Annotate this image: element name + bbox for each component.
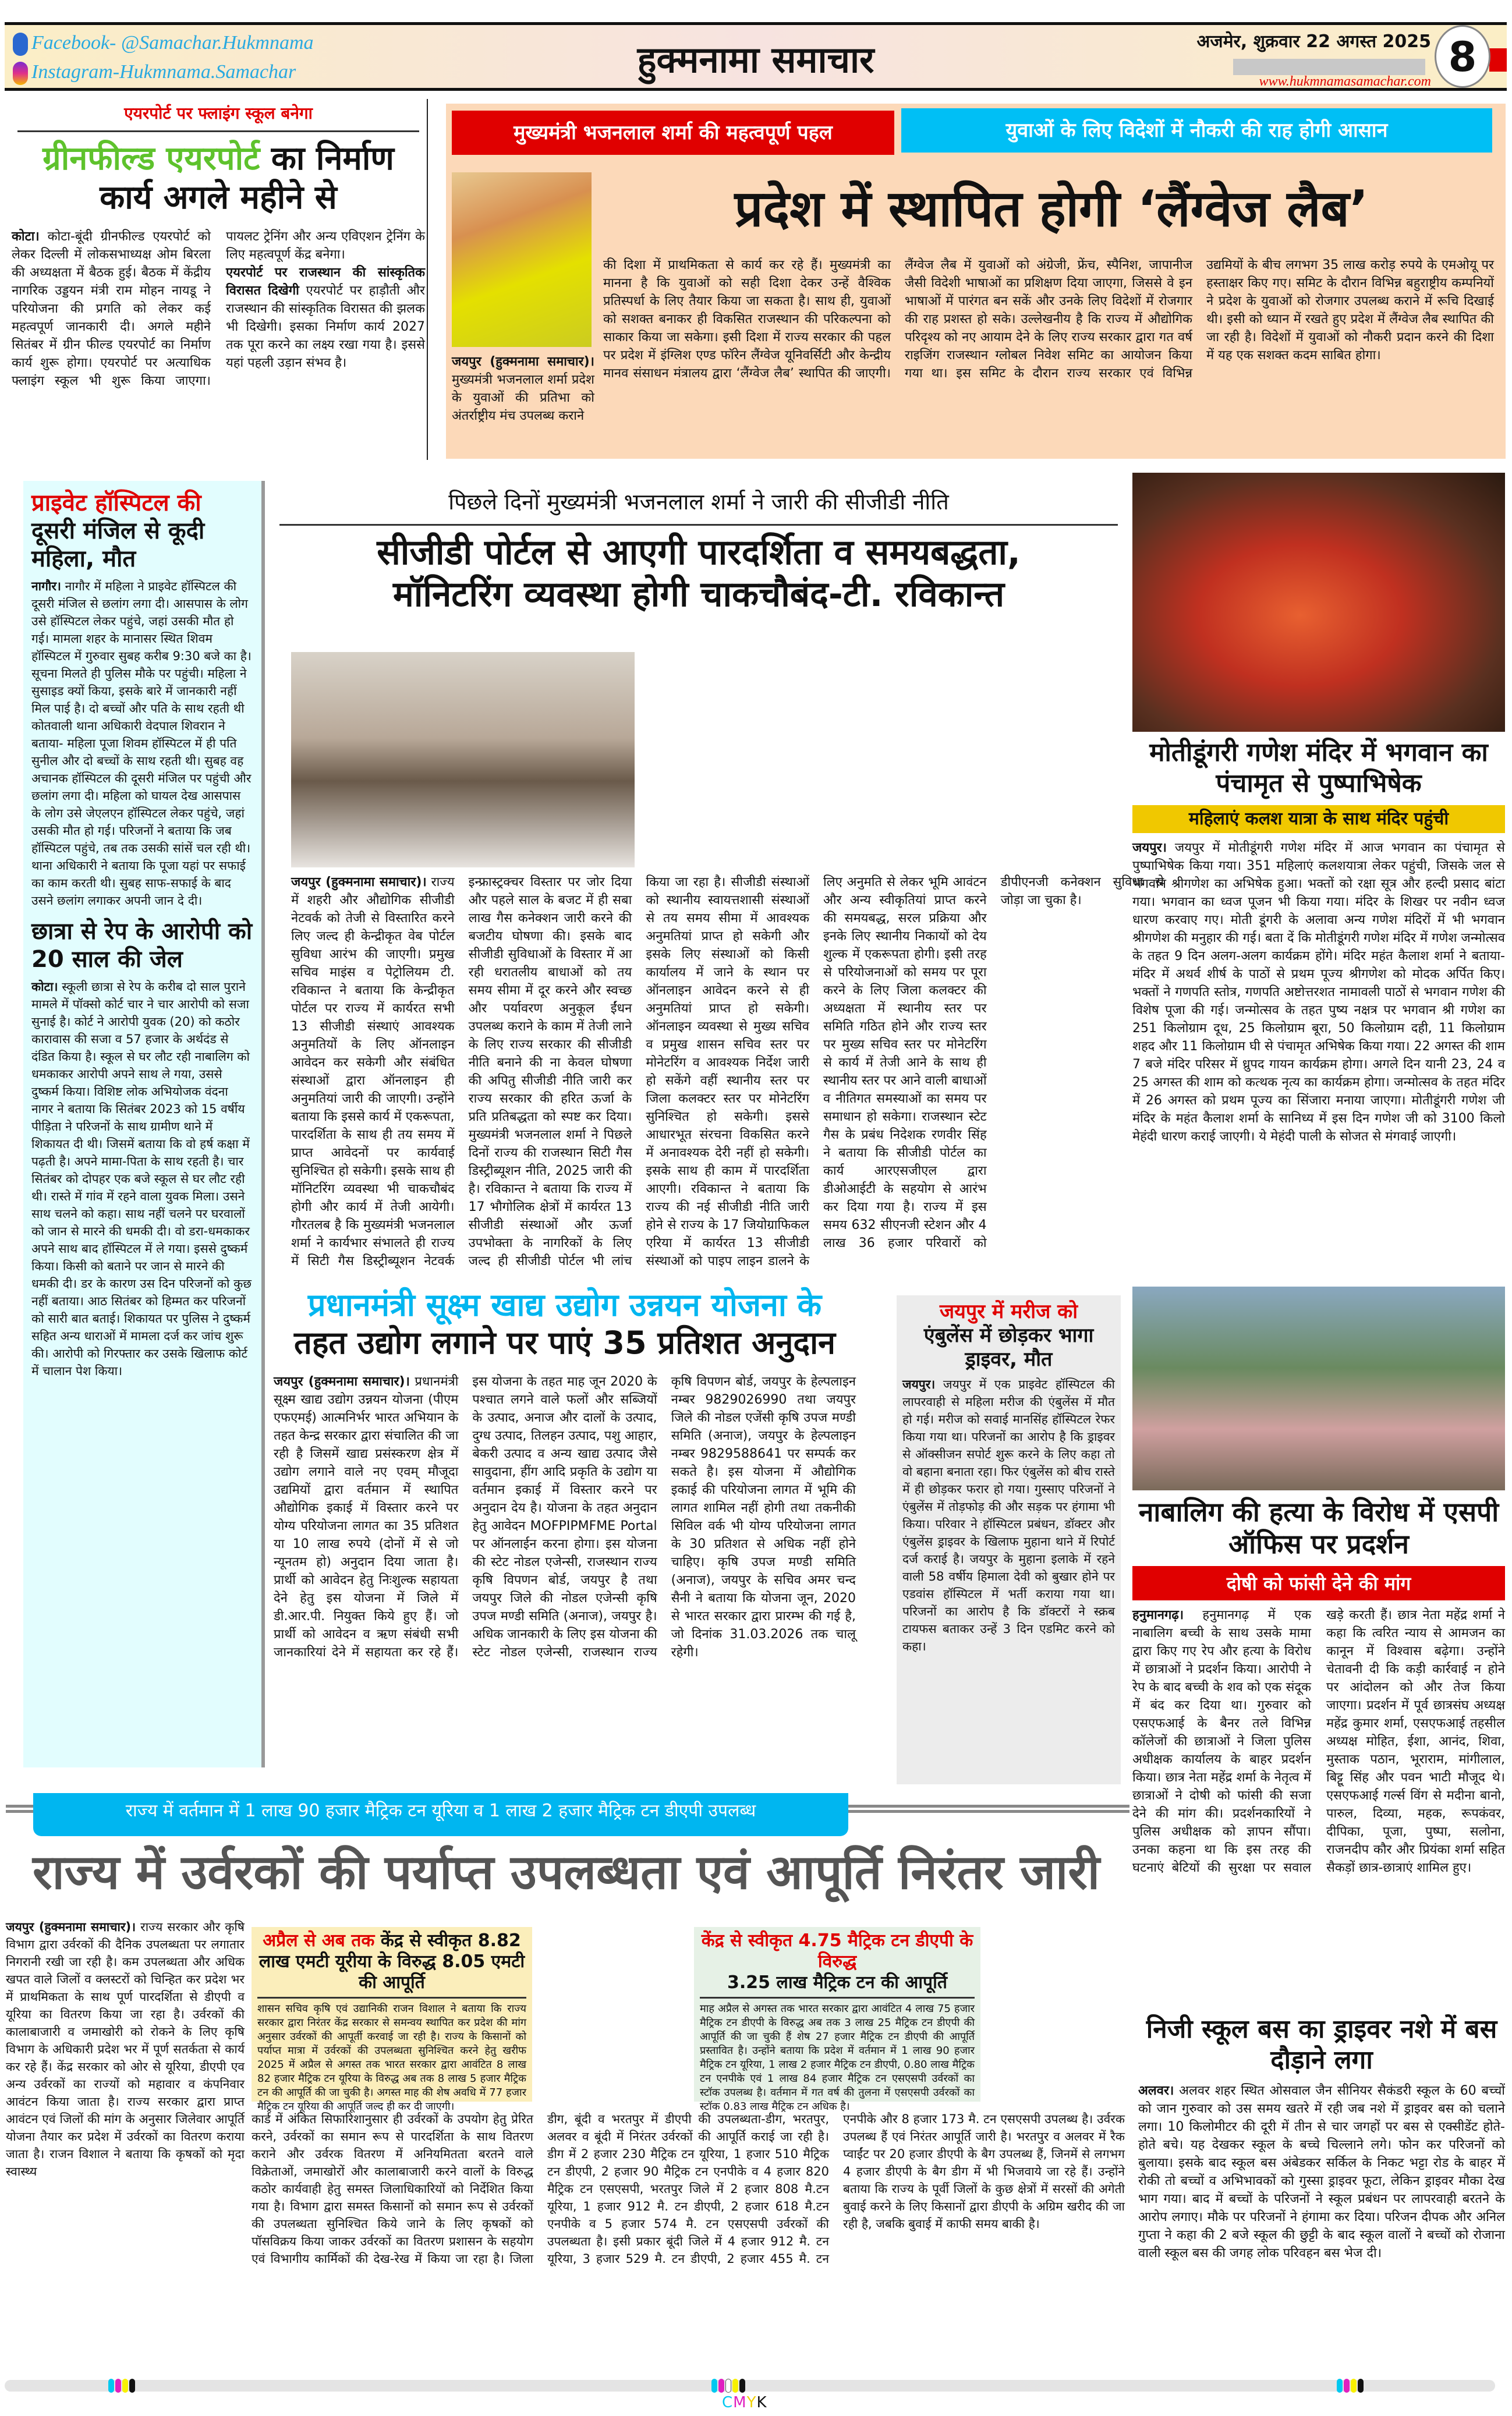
urea-box-body: शासन सचिव कृषि एवं उद्यानिकी राजन विशाल ने बताया कि राज्य सरकार द्वारा निरंतर केंद्र सरकार से समन्वय स्थापित कर प्रदेश की मांग अनुसार उर्वरकों की आपूर्ती करवाई जा रही है। राज्य के किसानों को पर्याप्त मात्रा में उर्वरकों की उपलब्धता सुनिश्चित करने हेतु खरीफ 2025 में अप्रैल से अगस्त तक भारत सरकार द्वारा आवंटित 8 लाख 82 हजार मैट्रिक टन यूरिया के विरुद्ध अब तक 8 लाख 5 हजार मैट्रिक टन की आपूर्ति की जा चुकी है। अगस्त माह की शेष अवधि में 77 हजार मैट्रिक टन यूरिया की आपूर्ति जल्द ही कर दी जाएगी। — [257, 2003, 526, 2113]
protest-headline: नाबालिग की हत्या के विरोध में एसपी ऑफिस पर प्रदर्शन — [1138, 1496, 1499, 1560]
language-lab-story — [446, 104, 1506, 459]
black-dot — [739, 2379, 745, 2393]
hospital-body: नागौर। नागौर में महिला ने प्राइवेट हॉस्पिटल की दूसरी मंजिल से छलांग लगा दी। आसपास के लोग उसे हॉस्पिटल लेकर पहुंचे, जहां उसकी मौत हो गई। मामला शहर के मानासर स्थित शिवम हॉस्पिटल में गुरुवार सुबह करीब 9:30 बजे का है। सूचना मिलते ही पुलिस मौके पर पहुंची। महिला ने सुसाइड क्यों किया, इसके बारे में जानकारी नहीं मिल पाई है। दो बच्चों और पति के साथ रहती थी कोतवाली थाना अधिकारी वेदपाल शिवरान ने बताया- महिला पूजा शिवम हॉस्पिटल में ही पति सुनील और दो बच्चों के साथ रहती थी। सुबह वह अचानक हॉस्पिटल की दूसरी मंजिल पर पहुंची और छलांग लगा दी। महिला को घायल देख आसपास के लोग उसे जेएलएन हॉस्पिटल लेकर पहुंचे, जहां उसकी मौत हो गई। परिजनों ने बताया कि जब हॉस्पिटल पहुंचे, तब तक उसकी सांसें चल रही थी। थाना अधिकारी ने बताया कि पूजा यहां पर सफाई का काम करती थी। सुबह साफ-सफाई के बाद उसने छलांग लगाकर अपनी जान दे दी। — [31, 579, 252, 908]
yellow-dot — [1351, 2379, 1357, 2393]
ambulance-body: जयपुर। जयपुर में एक प्राइवेट हॉस्पिटल की लापरवाही से महिला मरीज की एंबुलेंस में मौत हो गई। मरीज को सवाई मानसिंह हॉस्पिटल रेफर किया गया था। परिजनों का आरोप है कि ड्राइवर से ऑक्सीजन सपोर्ट शुरू करने के लिए कहा तो वो बहाना बनाता रहा। फिर एंबुलेंस को बीच रास्ते में ही छोड़कर फरार हो गया। गुस्साए परिजनों ने एंबुलेंस में तोड़फोड़ की और सड़क पर हंगामा भी किया। परिवार ने हॉस्पिटल प्रबंधन, डॉक्टर और एंबुलेंस ड्राइवर के खिलाफ मुहाना थाने में रिपोर्ट दर्ज कराई है। जयपुर के मुहाना इलाके में रहने वाली 58 वर्षीय हिमाला देवी को बुखार होने पर एडवांस हॉस्पिटल में भर्ती कराया गया था। परिजनों का आरोप है कि डॉक्टरों ने स्क्रब टायफस बताकर उन्हें 3 दिन एडमिट करने को कहा। — [902, 1377, 1115, 1654]
left-news-column — [23, 481, 265, 1767]
ganesh-subhead: महिलाएं कलश यात्रा के साथ मंदिर पहुंची — [1132, 805, 1505, 833]
airport-headline-black: का निर्माण — [271, 139, 394, 178]
protest-story — [1132, 1287, 1505, 2003]
cm-initiative-tag: मुख्यमंत्री भजनलाल शर्मा की महत्वपूर्ण पहल — [452, 111, 894, 155]
dap-box-body: माह अप्रैल से अगस्त तक भारत सरकार द्वारा आवंटित 4 लाख 75 हजार मैट्रिक टन डीएपी के विरुद्ध अब तक 3 लाख 25 मैट्रिक टन डीएपी की आपूर्ति की जा चुकी हैं शेष 27 हजार मैट्रिक टन डीएपी की आपूर्ति प्रस्तावित है। उन्होंने बताया कि प्रदेश में वर्तमान में 1 लाख 90 हजार मैट्रिक टन यूरिया, 1 लाख 2 हजार मैट्रिक टन डीएपी, 0.80 लाख मैट्रिक टन एनपीके एवं 1 लाख 84 हजार मैट्रिक टन एसएसपी उर्वरकों का स्टॉक उपलब्ध है। वर्तमान में गत वर्ष की तुलना में एसएसपी उर्वरकों का स्टॉक 0.83 लाख मैट्रिक टन अधिक है। — [700, 2003, 975, 2113]
pmfme-body: जयपुर (हुक्मनामा समाचार)। प्रधानमंत्री सूक्ष्म खाद्य उद्योग उन्नयन योजना (पीएम एफएमई) आत्मनिर्भर भारत अभियान के तहत केन्द्र सरकार द्वारा संचालित की जा रही है जिसमें खाद्य प्रसंस्करण क्षेत्र में उद्योग लगाने वाले नए एवम् मौजूदा उद्यमियों द्वारा वर्तमान में स्थापित औद्योगिक इकाई में विस्तार करने पर योग्य परियोजना लागत का 35 प्रतिशत या 10 लाख रुपये (दोनों में से जो न्यूनतम हो) अनुदान दिया जाता है। प्रार्थी को आवेदन हेतु निःशुल्क सहायता देने हेतु इस योजना में जिले में डी.आर.पी. नियुक्त किये हुए हैं। जो प्रार्थी को आवेदन व ऋण संबंधी सभी जानकारियां देने में सहायता कर रहे हैं। इस योजना के तहत माह जून 2020 के पश्चात लगने वाले फलों और सब्जियों के उत्पाद, अनाज और दालों के उत्पाद, दुग्ध उत्पाद, तिलहन उत्पाद, पशु आहार, बेकरी उत्पाद व अन्य खाद्य उत्पाद जैसे सावुदाना, हींग आदि प्रकृति के उद्योग या वर्तमान इकाई में विस्तार करने पर अनुदान देय है। योजना के तहत अनुदान हेतु आवेदन MOFPIPMFME Portal पर ऑनलाईन करना होगा। इस योजना की स्टेट नोडल एजेन्सी, राजस्थान राज्य कृषि विपणन बोर्ड, जयपुर है तथा जयपुर जिले की नोडल एजेन्सी कृषि उपज मण्डी समिति (अनाज), जयपुर है। अधिक जानकारी के लिए इस योजना की स्टेट नोडल एजेन्सी, राजस्थान राज्य कृषि विपणन बोर्ड, जयपुर के हेल्पलाइन नम्बर 9829026990 तथा जयपुर जिले की नोडल एजेंसी कृषि उपज मण्डी समिति (अनाज), जयपुर के हेल्पलाइन नम्बर 9829588641 पर सम्पर्क कर सकते है। इस योजना में औद्योगिक इकाई की परियोजना लागत में भूमि की लागत शामिल नहीं होगी तथा तकनीकी सिविल वर्क भी योग्य परियोजना लागत के 30 प्रतिशत से अधिक नहीं होने चाहिए। कृषि उपज मण्डी समिति (अनाज), जयपुर के सचिव अमर चन्द सैनी ने बताया कि योजना जून, 2020 से भारत सरकार द्वारा प्रारम्भ की गई है, जो दिनांक 31.03.2026 तक चालू रहेगी। — [274, 1374, 856, 1660]
urea-box: अप्रैल से अब तक केंद्र से स्वीकृत 8.82 लाख एमटी यूरीया के विरुद्ध 8.05 एमटी की आपूर्ति शासन सचिव कृषि एवं उद्यानिकी राजन विशाल ने बताया कि राज्य सरकार द्वारा निरंतर केंद्र सरकार से समन्वय स्थापित कर प्रदेश की मांग अनुसार उर्वरकों की आपूर्ती करवाई जा रही है। राज्य के किसानों को पर्याप्त मात्रा में उर्वरकों की उपलब्धता सुनिश्चित करने हेतु खरीफ 2025 में अप्रैल से अगस्त तक भारत सरकार द्वारा आवंटित 8 लाख 82 हजार मैट्रिक टन यूरिया के विरुद्ध अब तक 8 लाख 5 हजार मैट्रिक टन की आपूर्ति की जा चुकी है। अगस्त माह की शेष अवधि में 77 हजार मैट्रिक टन यूरिया की आपूर्ति जल्द ही कर दी जाएगी। — [252, 1927, 532, 2102]
hospital-headline-red: प्राइवेट हॉस्पिटल की — [31, 490, 201, 516]
cyan-dot — [108, 2379, 114, 2393]
fertilizer-banner: राज्य में वर्तमान में 1 लाख 90 हजार मैट्रिक टन यूरिया व 1 लाख 2 हजार मैट्रिक टन डीएपी उपलब्ध — [33, 1793, 848, 1836]
yellow-dot — [732, 2379, 738, 2393]
school-bus-body: अलवर। अलवर शहर स्थित ओसवाल जैन सीनियर सैकंडरी स्कूल के 60 बच्चों को जान गुरुवार को उस समय खतरे में रही जब नशे में ड्राइवर बस को चलाने लगा। 10 किलोमीटर की दूरी में तीन से चार जगहों पर बस से एक्सीडेंट होते-होते बचे। यह देखकर स्कूल के बच्चे चिल्लाने लगे। फोन कर परिजनों को बुलाया। इसके बाद स्कूल बस अंबेडकर सर्किल के निकट भट्टा रोड के बाहर में रोकी तो बच्चों व अभिभावकों को गुस्सा ड्राइवर फूटा, लेकिन ड्राइवर मौका देख भाग गया। बाद में बच्चों के परिजनों ने स्कूल प्रबंधन पर लापरवाही बरतने के आरोप लगाए। मौके पर परिजनों ने हंगामा कर दिया। परिजन दीपक और अनिल गुप्ता ने कहा की 2 बजे स्कूल की छुट्टी के बाद स्कूल वालों ने बच्चों को रोजाना वाली स्कूल बस की जगह लोक परिवहन बस भेज दी। — [1138, 2083, 1505, 2261]
cyan-dot — [1337, 2379, 1343, 2393]
ganesh-headline: मोतीडूंगरी गणेश मंदिर में भगवान का पंचामृत से पुष्पाभिषेक — [1149, 738, 1488, 798]
airport-headline-line2: कार्य अगले महीने से — [100, 178, 337, 217]
youth-jobs-tag: युवाओं के लिए विदेशों में नौकरी की राह होगी आसान — [901, 108, 1492, 153]
protest-march-photo — [1132, 1287, 1505, 1490]
cm-portrait-photo — [452, 172, 592, 347]
fertilizer-headline: राज्य में उर्वरकों की पर्याप्त उपलब्धता एवं आपूर्ति निरंतर जारी — [32, 1845, 1100, 1900]
meeting-photo — [291, 652, 635, 867]
cgd-kicker: पिछले दिनों मुख्यमंत्री भजनलाल शर्मा ने जारी की सीजीडी नीति — [448, 489, 949, 515]
newspaper-title: हुक्मनामा समाचार — [637, 38, 874, 81]
airport-story — [12, 99, 425, 460]
airport-dateline: कोटा। — [12, 229, 40, 244]
cmyk-dots-left — [108, 2379, 135, 2393]
rape-case-body: कोटा। स्कूली छात्रा से रेप के करीब दो साल पुराने मामले में पॉक्सो कोर्ट चार ने चार आरोपी को सजा सुनाई है। कोर्ट ने आरोपी युवक (20) को कठोर कारावास की सजा व 57 हजार के अर्थदंड से दंडित किया है। स्कूल से घर लौट रही नाबालिग को धमकाकर आरोपी अपने साथ ले गया, उससे दुष्कर्म किया। विशिष्ट लोक अभियोजक वंदना नागर ने बताया कि सितंबर 2023 को 15 वर्षीय पीड़िता ने परिजनों के साथ ग्रामीण थाने में शिकायत दी थी। जिसमें बताया कि वो हर्ष कक्षा में पढ़ती है। अपने मामा-पिता के साथ रहती है। चार सितंबर को दोपहर एक बजे स्कूल से घर लौट रही थी। रास्ते में गांव में रहने वाला युवक मिला। उसने साथ चलने को कहा। साथ नहीं चलने पर घरवालों को जान से मारने की धमकी दी। वो डरा-धमकाकर अपने साथ बाद हॉस्पिटल में ले गया। इससे दुष्कर्म किया। किसी को बताने पर जान से मारने की धमकी दी। डर के कारण उस दिन परिजनों को कुछ नहीं बताया। आठ सितंबर को हिम्मत कर परिजनों को सारी बात बताई। शिकायत पर पुलिस ने दुष्कर्म सहित अन्य धाराओं में मामला दर्ज कर जांच शुरू की। आरोपी को गिरफ्तार कर उसके खिलाफ कोर्ट में चालान पेश किया। — [31, 980, 252, 1378]
cgd-headline-line1: सीजीडी पोर्टल से आएगी पारदर्शिता व समयबद्धता, — [377, 532, 1021, 573]
airport-kicker: एयरपोर्ट पर फ्लाइंग स्कूल बनेगा — [124, 104, 313, 123]
rape-case-headline: छात्रा से रेप के आरोपी को 20 साल की जेल — [31, 918, 253, 973]
ganesh-story — [1132, 473, 1505, 1276]
airport-headline-green: ग्रीनफील्ड एयरपोर्ट — [43, 139, 260, 178]
cmyk-dots-right — [1337, 2379, 1364, 2393]
instagram-handle[interactable]: Instagram-Hukmnama.Samachar — [31, 61, 296, 83]
cgd-body-left: जयपुर (हुक्मनामा समाचार)। राज्य में शहरी और औद्योगिक सीजीडी नेटवर्क को तेजी से विस्तारित करने लिए जल्द ही केन्द्रीकृत वेब पोर्टल सुविधा आरंभ की जाएगी। प्रमुख सचिव माइंस व पेट्रोलियम टी. रविकान्त ने बताया कि केन्द्रीकृत पोर्टल पर राज्य में कार्यरत सभी 13 सीजीडी संस्थाएं आवश्यक अनुमतियों के लिए ऑनलाइन आवेदन कर सकेगी और संबंधित संस्थाओं द्वारा ऑनलाइन ही अनुमतियां जारी की जाएगी। उन्होंने बताया कि इससे कार्य में एकरूपता, पारदर्शिता के साथ ही तय समय में प्राप्त आवेदनों पर कार्यवाई सुनिश्चित हो सकेगी। इसके साथ ही मॉनिटरिंग व्यवस्था भी चाकचौबंद होगी और कार्य में तेजी आयेगी। गौरतलब है कि मुख्यमंत्री भजनलाल शर्मा ने कार्यभार संभालते ही राज्य में सिटी गैस डिस्ट्रीब्यूशन नेटवर्क इन्फ्रास्ट्रक्चर विस्तार पर जोर दिया और पहले साल के बजट में ही सबा लाख गैस कनेक्शन जारी करने की बजटीय घोषणा की। इसके बाद सीजीडी सुविधाओं के विस्तार में आ रही धरातलीय बाधाओं को तय समय सीमा में दूर करने और स्वच्छ और पर्यावरण अनुकूल ईंधन उपलब्ध कराने के काम में तेजी लाने के लिए राज्य सरकार की सीजीडी नीति बनाने की ना केवल घोषणा की अपितु सीजीडी नीति जारी कर राज्य सरकार की हरित ऊर्जा के प्रति प्रतिबद्धता को स्पष्ट कर दिया। मुख्यमंत्री भजनलाल शर्मा ने पिछले दिनों राज्य की राजस्थान सिटी गैस डिस्ट्रीब्यूशन नीति, 2025 जारी की है। रविकान्त ने बताया कि राज्य में 17 भौगोलिक क्षेत्रों में कार्यरत 13 सीजीडी संस्थाओं और ऊर्जा उपभोक्ता के नागरिकों के लिए जल्द ही सीजीडी पोर्टल भी लांच किया जा रहा है। सीजीडी संस्थाओं को स्थानीय स्वायत्तशासी संस्थाओं से तय समय सीमा में आवश्यक अनुमतियां प्राप्त हो सकेगी और इसके लिए संस्थाओं को किसी कार्यालय में जाने के स्थान पर ऑनलाइन आवेदन करने से ही अनुमतियां प्राप्त हो सकेगी। ऑनलाइन व्यवस्था से मुख्य सचिव व प्रमुख शासन सचिव स्तर पर मोनेटरिंग व आवश्यक निर्देश जारी हो सकेंगे वहीं स्थानीय स्तर पर जिला कलक्टर स्तर पर मोनेटरिंग सुनिश्चित हो सकेगी। इससे आधारभूत संरचना विकसित करने में अनावश्यक देरी नहीं हो सकेगी। इसके साथ ही काम में पारदर्शिता आएगी। रविकान्त ने बताया कि राज्य की नई सीजीडी नीति जारी होने से राज्य के 17 जियोग्राफिकल एरिया में कार्यरत 13 सीजीडी संस्थाओं को पाइप लाइन डालने के लिए अनुमति से लेकर भूमि आवंटन और अन्य स्वीकृतियां प्राप्त करने की समयबद्ध, सरल प्रक्रिया और इनके लिए स्थानीय निकायों को देय शुल्क में एकरूपता होगी। इसी तरह से परियोजनाओं को समय पर पूरा करने के लिए जिला कलक्टर की अध्यक्षता में स्थानीय स्तर पर समिति गठित होने और राज्य स्तर पर मुख्य सचिव स्तर पर मोनेटरिंग से कार्य में तेजी आने के साथ ही स्थानीय स्तर पर आने वाली बाधाओं व नीतिगत समस्याओं का समय पर समाधान हो सकेगा। राजस्थान स्टेट गैस के प्रबंध निदेशक रणवीर सिंह ने बताया कि सीजीडी पोर्टल का कार्य आरएसजीएल द्वारा डीओआईटी के सहयोग से आरंभ कर दिया गया है। राज्य में इस समय 632 सीएनजी स्टेशन और 4 लाख 36 हजार परिवारों को डीपीएनजी कनेक्शन सुविधा से जोड़ा जा चुका है। — [291, 875, 1164, 1269]
page-number: 8 — [1435, 25, 1490, 88]
black-dot — [1358, 2379, 1364, 2393]
language-lab-lead: जयपुर (हुक्मनामा समाचार)। मुख्यमंत्री भजनलाल शर्मा प्रदेश के युवाओं की प्रतिभा को अंतर्राष्ट्रीय मंच उपलब्ध कराने — [452, 355, 594, 423]
column-divider — [427, 99, 428, 460]
school-bus-story — [1138, 2014, 1505, 2352]
fertilizer-body-continued: कार्ड में अंकित सिफारिशानुसार ही उर्वरकों के उपयोग हेतु प्रेरित करने, उर्वरकों का समान रूप से पारदर्शिता के साथ वितरण कराने और उर्वरक वितरण में अनियमितता बरतने वाले विक्रेताओं, जमाखोरों और कालाबाजारी करने वालों के विरुद्ध कठोर कार्यवाही हेतु समस्त जिलाधिकारियों को निर्देशित किया गया है। विभाग द्वारा समस्त किसानों को समान रूप से उर्वरकों की उपलब्धता सुनिश्चित किये जाने के लिए कृषकों को पॉसविक्रय किया जाकर उर्वरकों का वितरण प्रशासन के सहयोग एवं विभागीय कार्मिकों की देख-रेख में किया जा रहा है। जिला डीग, बूंदी व भरतपुर में डीएपी की उपलब्धता-डीग, भरतपुर, अलवर व बूंदी में निरंतर उर्वरकों की आपूर्ति कराई जा रही है। डीग में 2 हजार 230 मैट्रिक टन यूरिया, 1 हजार 510 मैट्रिक टन डीएपी, 2 हजार 90 मैट्रिक टन एनपीके व 4 हजार 820 मैट्रिक टन एसएसपी, भरतपुर जिले में 2 हजार 808 मै.टन यूरिया, 1 हजार 912 मै. टन डीएपी, 2 हजार 618 मै.टन एनपीके व 5 हजार 574 मै. टन एसएसपी उर्वरकों की उपलब्धता है। इसी प्रकार बूंदी जिले में 4 हजार 912 मै. टन यूरिया, 3 हजार 529 मै. टन डीएपी, 2 हजार 455 मै. टन एनपीके और 8 हजार 173 मै. टन एसएसपी उपलब्ध है। उर्वरक उपलब्ध हैं एवं निरंतर आपूर्ति जारी है। भरतपुर व अलवर में रैक प्वाईंट पर 20 हजार डीएपी के बैग उपलब्ध हैं, जिनमें से लगभग 4 हजार डीएपी के बैग डीग में भी भिजवाये जा रहे हैं। उन्होंने बताया कि राज्य के पूर्वी जिलों के कुछ क्षेत्रों में सरसों की अगेती बुवाई करने के लिए किसानों द्वारा डीएपी के अग्रिम खरीद की जा रही है, जबकि बुवाई में काफी समय बाकी है। — [252, 2112, 1125, 2266]
magenta-dot — [115, 2379, 121, 2393]
protest-body: हनुमानगढ़। हनुमानगढ़ में एक नाबालिग बच्ची के साथ उसके मामा द्वारा किए गए रेप और हत्या के विरोध में छात्राओं ने प्रदर्शन किया। आरोपी ने रेप के बाद बच्ची के शव को एक संदूक में बंद कर दिया था। गुरुवार को एसएफआई के बैनर तले विभिन्न कॉलेजों की छात्राओं ने जिला पुलिस अधीक्षक कार्यालय के बाहर प्रदर्शन किया। छात्र नेता महेंद्र शर्मा के नेतृत्व में छात्राओं ने दोषी को फांसी की सजा देने की मांग की। प्रदर्शनकारियों ने पुलिस अधीक्षक को ज्ञापन सौंपा। उनका कहना था कि इस तरह की घटनाएं बेटियों की सुरक्षा पर सवाल खड़े करती हैं। छात्र नेता महेंद्र शर्मा ने कहा कि त्वरित न्याय से आमजन का कानून में विश्वास बढ़ेगा। उन्होंने चेतावनी दी कि कड़ी कार्रवाई न होने पर आंदोलन को और तेज किया जाएगा। प्रदर्शन में पूर्व छात्रसंघ अध्यक्ष महेंद्र कुमार शर्मा, एसएफआई तहसील अध्यक्ष मोहित, ईशा, आनंद, शिवा, मुस्ताक पठान, भूराराम, मांगीलाल, बिट्टू सिंह और पवन भाटी मौजूद थे। एसएफआई गर्ल्स विंग से मदीना बानो, पारुल, दिव्या, महक, रूपकंवर, दीपिका, पूजा, पुष्पा, सलोना, राजनदीप कौर और प्रियंका शर्मा सहित सैकड़ों छात्र-छात्राएं शामिल हुए। — [1132, 1608, 1505, 1876]
registration-bar — [5, 2380, 1495, 2392]
fertilizer-story — [0, 1793, 1132, 2358]
magenta-dot — [718, 2379, 724, 2393]
magenta-dot — [1344, 2379, 1350, 2393]
black-dot — [129, 2379, 135, 2393]
fertilizer-body: जयपुर (हुक्मनामा समाचार)। राज्य सरकार और कृषि विभाग द्वारा उर्वरकों की दैनिक उपलब्धता पर लगातार निगरानी रखी जा रही है। कम उपलब्धता और अधिक खपत वाले जिलों व क्लस्टरों को चिन्हित कर प्रदेश भर में प्राथमिकता के साथ पूर्ण पारदर्शिता से डीएपी व यूरिया का वितरण किया जा रहा है। उर्वरकों की कालाबाजारी व जमाखोरी को रोकने के लिए कृषि विभाग के अधिकारी प्रदेश भर में पूर्ण सतर्कता से कार्य कर रहे हैं। केंद्र सरकार को ओर से यूरिया, डीएपी एव अन्य उर्वरकों का राज्यों को महावार व कंपनिवार आवंटन किया जाता है। राज्य सरकार द्वारा प्राप्त आवंटन एवं जिलों की मांग के अनुसार जिलेवार आपूर्ति योजना तैयार कर प्रदेश में उर्वरकों का वितरण कराया जाता है। राजन विशाल ने बताया कि कृषकों को मृदा स्वास्थ्य — [6, 1920, 245, 2178]
airport-subhead: एयरपोर्ट पर राजस्थान की सांस्कृतिक विरासत दिखेगी — [226, 265, 425, 298]
cmyk-dots-center — [711, 2379, 745, 2393]
cmyk-label: CMYK — [722, 2394, 767, 2411]
hospital-headline: दूसरी मंजिल से कूदी महिला, मौत — [31, 518, 205, 572]
facebook-handle[interactable]: Facebook- @Samachar.Hukmnama — [31, 32, 314, 54]
school-bus-headline: निजी स्कूल बस का ड्राइवर नशे में बस दौड़ाने लगा — [1146, 2014, 1497, 2075]
pmfme-story — [274, 1287, 856, 1781]
ganesh-body: जयपुर। जयपुर में मोतीडूंगरी गणेश मंदिर में आज भगवान का पंचामृत से पुष्पाभिषेक किया गया। 351 महिलाएं कलशयात्रा लेकर पहुंची, जिसके जल से भगवान श्रीगणेश का अभिषेक हुआ। भक्तों को रक्षा सूत्र और हल्दी प्रसाद बांटा गया। भगवान का ध्वज पूजन भी किया गया। मंदिर के शिखर पर नवीन ध्वज धारण करवाए गए। मोती डूंगरी के अलावा अन्य गणेश मंदिरों में भी भगवान श्रीगणेश की मनुहार की गई। बता दें कि मोतीडूंगरी गणेश मंदिर में गणेश जन्मोत्सव के तहत 9 दिन अलग-अलग कार्यक्रम होंगे। मंदिर महंत कैलाश शर्मा ने बताया- मंदिर में अथर्व शीर्ष के पाठों से प्रथम पूज्य श्रीगणेश को मोदक अर्पित किए। भक्तों ने गणपति स्तोत्र, गणपति अष्टोत्तरशत नामावली पाठों से भगवान गणेश की विशेष पूजा की गई। जन्मोत्सव के तहत पुष्य नक्षत्र पर भगवान श्री गणेश का 251 किलोग्राम दूध, 25 किलोग्राम बूरा, 50 किलोग्राम दही, 11 किलोग्राम शहद और 11 किलोग्राम घी से पंचामृत अभिषेक किया गया। 22 अगस्त की शाम 7 बजे मंदिर परिसर में ध्रुपद गायन कार्यक्रम होगा। अगले दिन यानी 23, 24 व 25 अगस्त की शाम को कत्थक नृत्य का कार्यक्रम होगा। जन्मोत्सव के तहत मंदिर में 26 अगस्त को प्रथम पूज्य का सिंजारा मनाया जाएगा। मोतीडूंगरी गणेश जी मंदिर के महंत कैलाश शर्मा के सानिध्य में इस दिन गणेश जी को 3100 किलो मेहंदी धारण कराई जाएगी। ये मेहंदी पाली के सोजत से मंगवाई जाएगी। — [1132, 840, 1506, 1144]
pmfme-headline-black: तहत उद्योग लगाने पर पाएं 35 प्रतिशत अनुदान — [293, 1324, 836, 1361]
protest-tag: दोषी को फांसी देने की मांग — [1132, 1566, 1505, 1600]
page-tab — [1489, 48, 1507, 72]
dateline-bar — [1233, 59, 1425, 75]
cgd-story — [279, 489, 1164, 1275]
cyan-dot — [711, 2379, 717, 2393]
ambulance-story — [897, 1295, 1121, 1784]
pmfme-headline-blue: प्रधानमंत्री सूक्ष्म खाद्य उद्योग उन्नयन योजना के — [307, 1287, 822, 1323]
website-link[interactable]: www.hukmnamasamachar.com — [1259, 74, 1431, 89]
ambulance-headline: एंबुलेंस में छोड़कर भागा ड्राइवर, मौत — [923, 1323, 1094, 1371]
ganesh-idol-photo — [1132, 473, 1505, 732]
ambulance-headline-red: जयपुर में मरीज को — [939, 1300, 1078, 1323]
dap-box: केंद्र से स्वीकृत 4.75 मैट्रिक टन डीएपी के विरुद्ध 3.25 लाख मैट्रिक टन की आपूर्ति माह अप्रैल से अगस्त तक भारत सरकार द्वारा आवंटित 4 लाख 75 हजार मैट्रिक टन डीएपी के विरुद्ध अब तक 3 लाख 25 मैट्रिक टन डीएपी की आपूर्ति की जा चुकी हैं शेष 27 हजार मैट्रिक टन डीएपी की आपूर्ति प्रस्तावित है। उन्होंने बताया कि प्रदेश में वर्तमान में 1 लाख 90 हजार मैट्रिक टन यूरिया, 1 लाख 2 हजार मैट्रिक टन डीएपी, 0.80 लाख मैट्रिक टन एनपीके एवं 1 लाख 84 हजार मैट्रिक टन एसएसपी उर्वरकों का स्टॉक उपलब्ध है। वर्तमान में गत वर्ष की तुलना में एसएसपी उर्वरकों का स्टॉक 0.83 लाख मैट्रिक टन अधिक है। — [694, 1927, 980, 2102]
airport-body: कोटा। कोटा-बूंदी ग्रीनफील्ड एयरपोर्ट को लेकर दिल्ली में लोकसभाध्यक्ष ओम बिरला की अध्यक्षता में बैठक हुई। बैठक में केंद्रीय नागरिक उड्डयन मंत्री राम मोहन नायडू ने परियोजना की प्रगति को लेकर कई महत्वपूर्ण जानकारी दी। अगले महीने सितंबर में ग्रीन फील्ड एयरपोर्ट का निर्माण कार्य शुरू होगा। एयरपोर्ट पर अत्याधिक फ्लाइंग स्कूल भी शुरू किया जाएगा। पायलट ट्रेनिंग और अन्य एविएशन ट्रेनिंग के लिए महत्वपूर्ण केंद्र बनेगा। एयरपोर्ट पर राजस्थान की सांस्कृतिक विरासत दिखेगी एयरपोर्ट पर हाड़ौती और राजस्थान की सांस्कृतिक विरासत की झलक भी दिखेगी। इसका निर्माण कार्य 2027 तक पूरा करने का लक्ष्य रखा गया है। इससे यहां पहली उड़ान संभव है। — [12, 229, 425, 388]
dateline: अजमेर, शुक्रवार 22 अगस्त 2025 — [1196, 31, 1431, 52]
register-mark-icon — [725, 2379, 731, 2393]
masthead — [5, 22, 1507, 91]
language-lab-headline: प्रदेश में स्थापित होगी ‘लैंग्वेज लैब’ — [734, 180, 1369, 238]
yellow-dot — [122, 2379, 128, 2393]
cgd-headline-line2: मॉनिटरिंग व्यवस्था होगी चाकचौबंद-टी. रविकान्त — [392, 573, 1005, 615]
language-lab-body: की दिशा में प्राथमिकता से कार्य कर रहे हैं। मुख्यमंत्री का मानना है कि युवाओं को सही दिशा देकर उन्हें वैश्विक प्रतिस्पर्धा के लिए तैयार किया जा सकता है। साथ ही, युवाओं को सशक्त बनाकर ही विकसित राजस्थान की परिकल्पना को साकार किया जा सकेगा। इसी दिशा में राज्य सरकार की पहल पर प्रदेश में इंग्लिश एण्ड फॉरेन लैंग्वेज यूनिवर्सिटी और केन्द्रीय मानव संसाधन मंत्रालय द्वारा ‘लैंग्वेज लैब’ स्थापित की जाएगी। लैंग्वेज लैब में युवाओं को अंग्रेजी, फ्रेंच, स्पैनिश, जापानीज जैसी विदेशी भाषाओं का प्रशिक्षण दिया जाएगा, जिससे वे इन भाषाओं में पारंगत बन सकें और उनके लिए विदेशों में रोजगार की राह प्रशस्त हो सके। उल्लेखनीय है कि राज्य में औद्योगिक परिदृश्य को नए आयाम देने के लिए राज्य सरकार द्वारा गत वर्ष राइजिंग राजस्थान ग्लोबल निवेश समिट का आयोजन किया गया था। इस समिट के दौरान राज्य सरकार एवं विभिन्न उद्यमियों के बीच लगभग 35 लाख करोड़ रुपये के एमओयू पर हस्ताक्षर किए गए। समिट के दौरान विभिन्न बहुराष्ट्रीय कम्पनियों ने प्रदेश के युवाओं को रोजगार उपलब्ध कराने में रूचि दिखाई थी। इसी को ध्यान में रखते हुए प्रदेश में लैंग्वेज लैब स्थापित की जा रही है। विदेशों में युवाओं को नौकरी प्रदान करने की दिशा में यह एक सशक्त कदम साबित होगा। — [603, 258, 1494, 381]
